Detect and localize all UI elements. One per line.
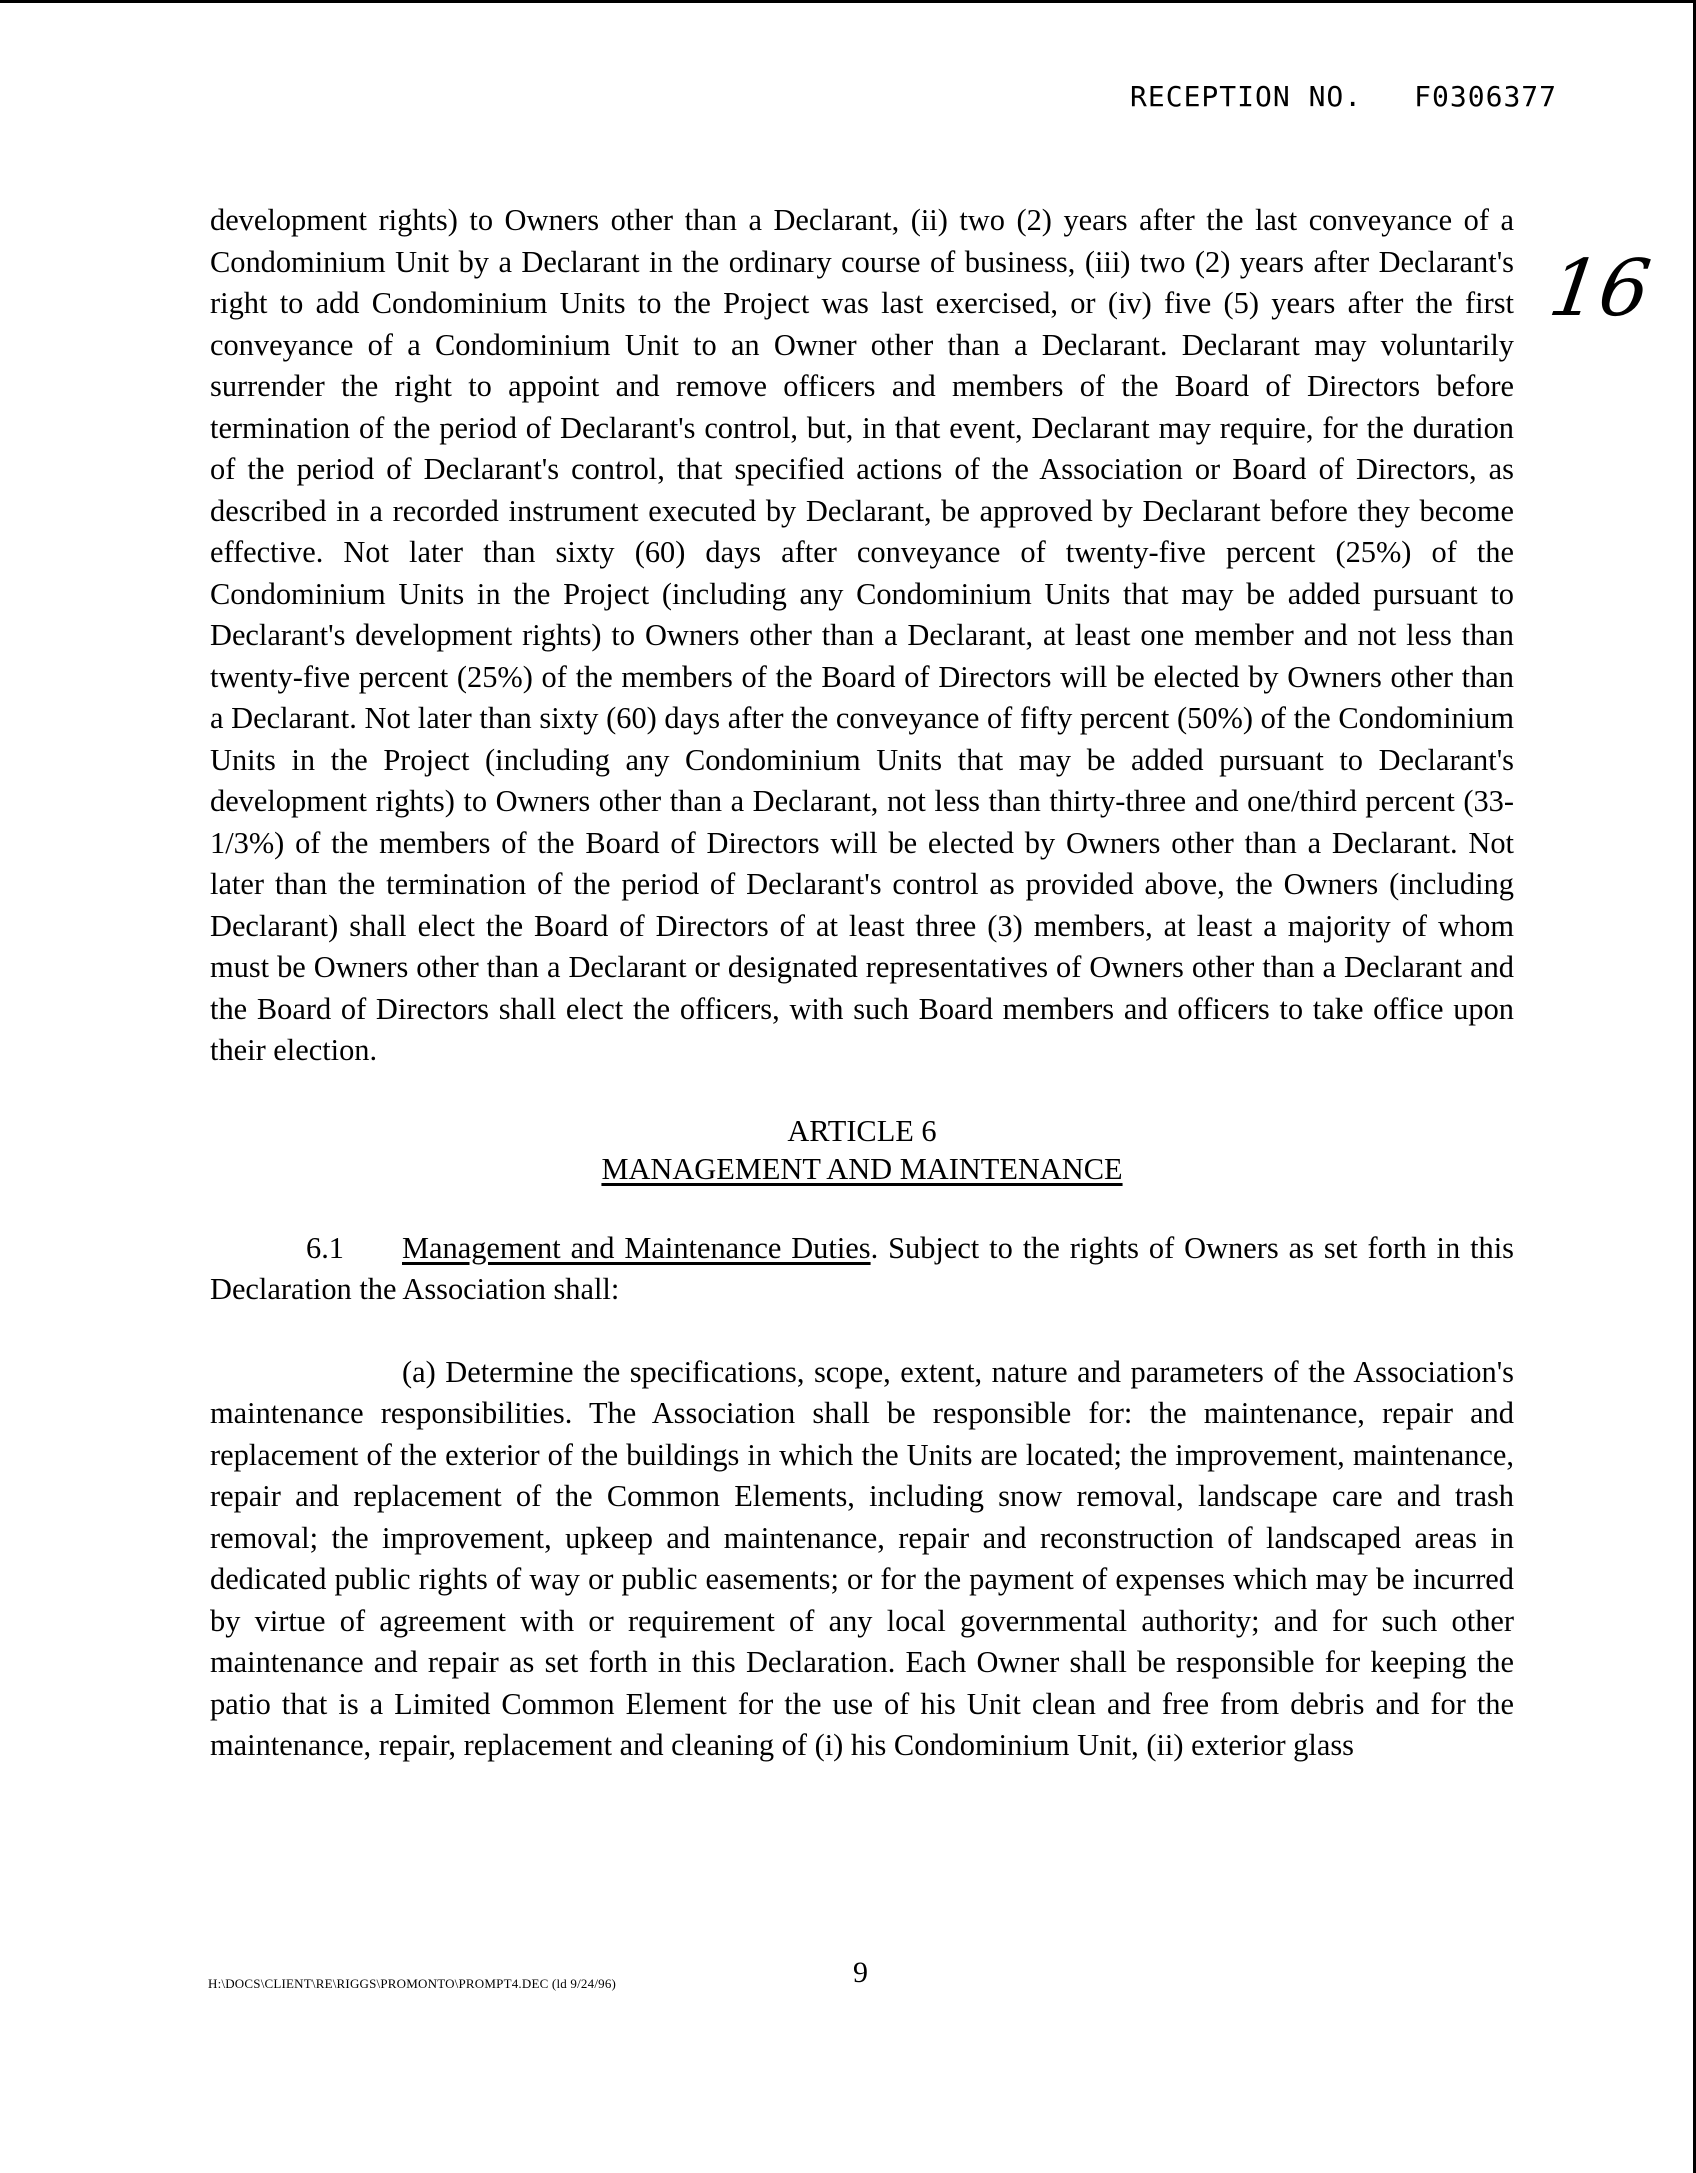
subsection-a [210,1352,1514,1767]
section-heading: Management and Maintenance Duties [402,1230,871,1265]
scan-border-top [0,0,1696,3]
article-heading [210,1112,1514,1188]
footer-file-path: H:\DOCS\CLIENT\RE\RIGGS\PROMONTO\PROMPT4.DEC (ld 9/24/96) [208,1976,617,1991]
reception-number: F0306377 [1414,80,1558,113]
section-text: . Subject to the rights of Owners as set forth in this Declaration the Association shall: [210,1230,1514,1306]
subsection-label: (a) [402,1354,436,1389]
handwritten-page-note: 16 [1543,244,1656,334]
page-number: 9 [853,1956,868,1989]
section-6-1 [210,1228,1514,1311]
document-body [210,200,1514,1767]
article-title: MANAGEMENT AND MAINTENANCE [601,1151,1123,1186]
continued-paragraph: development rights) to Owners other than a Declarant, (ii) two (2) years after the last conveyance of a Condominium Unit by a Declarant in the ordinary course of business, (iii) two (2) years after Declarant's right to add Condominium Units to the Project was last exercised, or (iv) five (5) years after the first conveyance of a Condominium Unit to an Owner other than a Declarant. Declarant may voluntarily surrender the right to appoint and remove officers and members of the Board of Directors before termination of the period of Declarant's control, but, in that event, Declarant may require, for the duration of the period of Declarant's control, that specified actions of the Association or Board of Directors, as described in a recorded instrument executed by Declarant, be approved by Declarant before they become effective. Not later than sixty (60) days after conveyance of twenty-five percent (25%) of the Condominium Units in the Project (including any Condominium Units that may be added pursuant to Declarant's development rights) to Owners other than a Declarant, at least one member and not less than twenty-five percent (25%) of the members of the Board of Directors will be elected by Owners other than a Declarant. Not later than sixty (60) days after the conveyance of fifty percent (50%) of the Condominium Units in the Project (including any Condominium Units that may be added pursuant to Declarant's development rights) to Owners other than a Declarant, not less than thirty-three and one/third percent (33-1/3%) of the members of the Board of Directors will be elected by Owners other than a Declarant. Not later than the termination of the period of Declarant's control as provided above, the Owners (including Declarant) shall elect the Board of Directors of at least three (3) members, at least a majority of whom must be Owners other than a Declarant or designated representatives of Owners other than a Declarant and the Board of Directors shall elect the officers, with such Board members and officers to take office upon their election. [210,203,1514,1067]
reception-label: RECEPTION NO. [1130,80,1363,113]
section-number: 6.1 [306,1230,344,1265]
reception-number-stamp [1130,80,1557,113]
article-number: ARTICLE 6 [787,1113,937,1148]
subsection-text: Determine the specifications, scope, extent, nature and parameters of the Association's maintenance responsibilities. The Association shall be responsible for: the maintenance, repair and replacement of the exterior of the buildings in which the Units are located; the improvement, maintenance, repair and replacement of the Common Elements, including snow removal, landscape care and trash removal; the improvement, upkeep and maintenance, repair and reconstruction of landscaped areas in dedicated public rights of way or public easements; or for the payment of expenses which may be incurred by virtue of agreement with or requirement of any local governmental authority; and for such other maintenance and repair as set forth in this Declaration. Each Owner shall be responsible for keeping the patio that is a Limited Common Element for the use of his Unit clean and free from debris and for the maintenance, repair, replacement and cleaning of (i) his Condominium Unit, (ii) exterior glass [210,1354,1514,1762]
